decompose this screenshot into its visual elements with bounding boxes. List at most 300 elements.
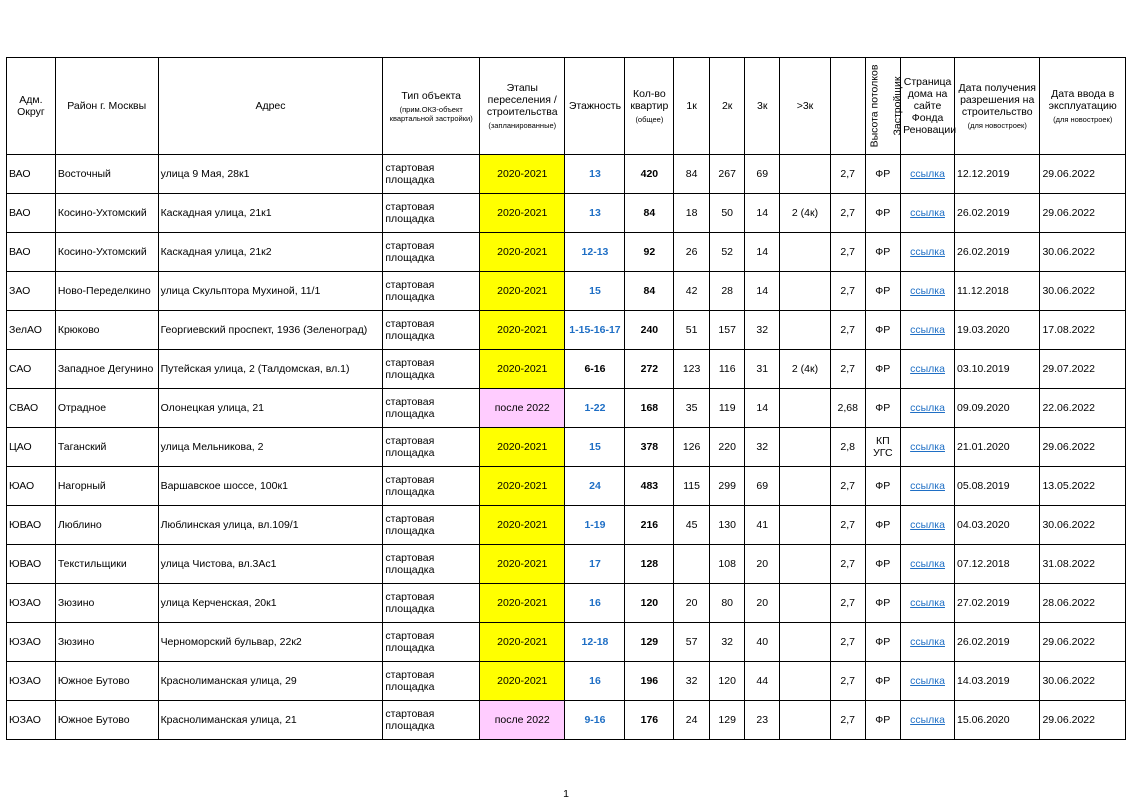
cell-address: [158, 155, 383, 194]
cell-floors: [565, 311, 625, 350]
cell-k2-text: 108: [718, 558, 736, 570]
cell-okrug-text: ЮЗАО: [9, 636, 41, 648]
cell-address: [158, 350, 383, 389]
cell-address: [158, 311, 383, 350]
cell-stage-text: 2020-2021: [497, 441, 548, 453]
cell-floors-text: 1-15-16-17: [569, 324, 621, 336]
fund-page-link[interactable]: ссылка: [910, 480, 945, 492]
cell-commission-date-text: 22.06.2022: [1042, 402, 1095, 414]
cell-district-text: Южное Бутово: [57, 714, 130, 726]
cell-address-text: улица 9 Мая, 28к1: [160, 168, 250, 180]
cell-apartments: [625, 662, 674, 701]
cell-permit-date: [955, 350, 1040, 389]
cell-okrug-text: СВАО: [9, 402, 39, 414]
cell-k1-text: 20: [685, 597, 698, 609]
page-number: 1: [563, 788, 569, 800]
cell-developer: [865, 194, 901, 233]
header-address: [158, 58, 383, 155]
cell-commission-date: [1040, 506, 1126, 545]
cell-okrug-text: САО: [9, 363, 32, 375]
cell-permit-date: [955, 545, 1040, 584]
cell-k2-text: 50: [721, 207, 734, 219]
header-okrug: [7, 58, 56, 155]
cell-k3: [745, 272, 780, 311]
cell-type: [383, 194, 480, 233]
cell-k1: [674, 194, 710, 233]
cell-k3-text: 32: [756, 441, 769, 453]
cell-floors-text: 13: [589, 168, 601, 180]
cell-stage: [480, 584, 565, 623]
cell-apartments: [625, 311, 674, 350]
cell-developer-text: ФР: [875, 402, 891, 414]
fund-page-link[interactable]: ссылка: [910, 246, 945, 258]
cell-k2: [709, 155, 745, 194]
cell-apartments: [625, 701, 674, 740]
cell-k1-text: 26: [685, 246, 698, 258]
cell-k1: [674, 545, 710, 584]
cell-commission-date: [1040, 350, 1126, 389]
cell-okrug-text: ЮВАО: [9, 558, 42, 570]
header-stages: [480, 58, 565, 155]
cell-fund-page: [901, 467, 955, 506]
cell-k3-text: 14: [756, 402, 769, 414]
cell-commission-date-text: 29.06.2022: [1042, 636, 1095, 648]
cell-stage: [480, 194, 565, 233]
cell-address-text: Черноморский бульвар, 22к2: [160, 636, 302, 648]
cell-ceiling-text: 2,7: [840, 168, 856, 180]
cell-floors-text: 9-16: [584, 714, 606, 726]
header-k1: [674, 58, 710, 155]
cell-stage: [480, 701, 565, 740]
cell-address-text: Путейская улица, 2 (Талдомская, вл.1): [160, 363, 350, 375]
cell-district: [55, 584, 158, 623]
cell-stage-text: 2020-2021: [497, 168, 548, 180]
cell-stage: [480, 467, 565, 506]
cell-district-text: Зюзино: [57, 597, 95, 609]
cell-ceiling-text: 2,7: [840, 636, 856, 648]
cell-floors: [565, 155, 625, 194]
cell-k2: [709, 311, 745, 350]
header-developer-label: Застройщик: [890, 76, 903, 136]
cell-permit-date: [955, 506, 1040, 545]
cell-k3: [745, 428, 780, 467]
cell-floors-text: 16: [589, 597, 601, 609]
cell-commission-date: [1040, 545, 1126, 584]
cell-k2-text: 129: [718, 714, 736, 726]
cell-apartments-text: 240: [640, 324, 659, 336]
cell-k1-text: 51: [685, 324, 698, 336]
cell-floors: [565, 545, 625, 584]
cell-stage-text: 2020-2021: [497, 363, 548, 375]
header-fund-page: [901, 58, 955, 155]
cell-ceiling: [830, 272, 865, 311]
cell-k3plus: [780, 194, 831, 233]
fund-page-link[interactable]: ссылка: [910, 402, 945, 414]
cell-commission-date-text: 29.07.2022: [1042, 363, 1095, 375]
cell-address-text: улица Мельникова, 2: [160, 441, 264, 453]
cell-ceiling-text: 2,68: [837, 402, 858, 414]
header-stages-note: (запланированные): [488, 121, 557, 130]
cell-type-text: стартовая площадка: [385, 318, 435, 342]
cell-okrug: [7, 506, 56, 545]
cell-ceiling-text: 2,7: [840, 480, 856, 492]
fund-page-link[interactable]: ссылка: [910, 675, 945, 687]
header-floors-label: Этажность: [568, 100, 622, 112]
cell-commission-date: [1040, 155, 1126, 194]
cell-developer-text: ФР: [875, 480, 891, 492]
header-apartments: [625, 58, 674, 155]
cell-district-text: Текстильщики: [57, 558, 127, 570]
cell-type-text: стартовая площадка: [385, 474, 435, 498]
cell-developer-text: ФР: [875, 558, 891, 570]
cell-apartments-text: 216: [640, 519, 659, 531]
cell-commission-date-text: 30.06.2022: [1042, 519, 1095, 531]
cell-apartments: [625, 233, 674, 272]
fund-page-link[interactable]: ссылка: [910, 714, 945, 726]
cell-ceiling: [830, 623, 865, 662]
cell-k1: [674, 467, 710, 506]
cell-permit-date-text: 09.09.2020: [957, 402, 1010, 414]
cell-apartments-text: 84: [643, 285, 656, 297]
cell-ceiling-text: 2,7: [840, 597, 856, 609]
cell-stage-text: 2020-2021: [497, 519, 548, 531]
cell-okrug-text: ВАО: [9, 207, 31, 219]
cell-district: [55, 311, 158, 350]
cell-commission-date: [1040, 311, 1126, 350]
cell-address: [158, 467, 383, 506]
header-k3-label: 3к: [757, 100, 768, 112]
cell-k3plus: [780, 584, 831, 623]
cell-k2-text: 299: [718, 480, 736, 492]
fund-page-link[interactable]: ссылка: [910, 168, 945, 180]
cell-floors: [565, 272, 625, 311]
header-k3: [745, 58, 780, 155]
fund-page-link[interactable]: ссылка: [910, 324, 945, 336]
cell-address-text: улица Чистова, вл.3Ас1: [160, 558, 277, 570]
cell-k1: [674, 350, 710, 389]
cell-okrug-text: ВАО: [9, 168, 31, 180]
cell-fund-page: [901, 389, 955, 428]
cell-permit-date-text: 15.06.2020: [957, 714, 1010, 726]
cell-developer-text: ФР: [875, 207, 891, 219]
fund-page-link[interactable]: ссылка: [910, 363, 945, 375]
header-k2-label: 2к: [721, 100, 733, 112]
table-body: [7, 155, 1126, 740]
cell-k3: [745, 311, 780, 350]
cell-fund-page: [901, 662, 955, 701]
cell-type: [383, 155, 480, 194]
cell-address-text: улица Скульптора Мухиной, 11/1: [160, 285, 321, 297]
cell-stage: [480, 389, 565, 428]
cell-address-text: Варшавское шоссе, 100к1: [160, 480, 288, 492]
cell-permit-date-text: 05.08.2019: [957, 480, 1010, 492]
cell-floors-text: 15: [589, 285, 601, 297]
cell-stage-text: 2020-2021: [497, 558, 548, 570]
cell-apartments: [625, 350, 674, 389]
cell-k3plus: [780, 701, 831, 740]
fund-page-link[interactable]: ссылка: [910, 597, 945, 609]
cell-developer-text: ФР: [875, 285, 891, 297]
cell-developer-text: ФР: [875, 246, 891, 258]
header-permit: [955, 58, 1040, 155]
cell-commission-date: [1040, 389, 1126, 428]
cell-type-text: стартовая площадка: [385, 591, 435, 615]
cell-k2-text: 80: [721, 597, 734, 609]
cell-floors-text: 1-22: [584, 402, 606, 414]
cell-commission-date: [1040, 701, 1126, 740]
cell-k1-text: 115: [683, 480, 700, 492]
cell-fund-page: [901, 701, 955, 740]
cell-address: [158, 701, 383, 740]
fund-page-link[interactable]: ссылка: [910, 285, 945, 297]
cell-floors: [565, 584, 625, 623]
cell-k1: [674, 428, 710, 467]
cell-stage: [480, 623, 565, 662]
fund-page-link[interactable]: ссылка: [910, 207, 945, 219]
cell-k1-text: 57: [685, 636, 698, 648]
cell-k3: [745, 350, 780, 389]
cell-apartments: [625, 389, 674, 428]
fund-page-link[interactable]: ссылка: [910, 636, 945, 648]
cell-type-text: стартовая площадка: [385, 396, 435, 420]
cell-apartments-text: 378: [640, 441, 659, 453]
cell-type: [383, 233, 480, 272]
cell-ceiling-text: 2,7: [840, 519, 856, 531]
cell-developer: [865, 623, 901, 662]
cell-okrug-text: ЮАО: [9, 480, 35, 492]
cell-district-text: Восточный: [57, 168, 111, 180]
cell-okrug-text: ЮВАО: [9, 519, 42, 531]
cell-floors: [565, 662, 625, 701]
header-district-label: Район г. Москвы: [67, 100, 147, 112]
cell-stage: [480, 506, 565, 545]
cell-stage: [480, 428, 565, 467]
cell-commission-date: [1040, 233, 1126, 272]
header-k2: [709, 58, 745, 155]
cell-k3plus: [780, 155, 831, 194]
header-address-label: Адрес: [255, 100, 286, 112]
cell-stage-text: 2020-2021: [497, 636, 548, 648]
cell-okrug: [7, 194, 56, 233]
cell-k2: [709, 545, 745, 584]
cell-apartments: [625, 506, 674, 545]
cell-ceiling: [830, 311, 865, 350]
cell-apartments: [625, 428, 674, 467]
cell-type: [383, 350, 480, 389]
fund-page-link[interactable]: ссылка: [910, 441, 945, 453]
cell-okrug: [7, 272, 56, 311]
cell-commission-date-text: 29.06.2022: [1042, 714, 1095, 726]
cell-floors-text: 17: [589, 558, 601, 570]
cell-stage-text: 2020-2021: [497, 324, 548, 336]
cell-stage: [480, 155, 565, 194]
cell-ceiling: [830, 194, 865, 233]
cell-ceiling-text: 2,7: [840, 675, 856, 687]
cell-stage-text: 2020-2021: [497, 675, 548, 687]
cell-ceiling: [830, 545, 865, 584]
cell-k2-text: 28: [721, 285, 734, 297]
cell-okrug-text: ВАО: [9, 246, 31, 258]
table-row: [7, 701, 1126, 740]
cell-apartments-text: 196: [640, 675, 659, 687]
cell-developer: [865, 350, 901, 389]
cell-k2-text: 52: [721, 246, 734, 258]
cell-k3-text: 69: [756, 480, 769, 492]
cell-address-text: Краснолиманская улица, 21: [160, 714, 297, 726]
cell-type: [383, 623, 480, 662]
cell-k3plus: [780, 545, 831, 584]
cell-k2: [709, 467, 745, 506]
cell-address: [158, 545, 383, 584]
cell-address: [158, 623, 383, 662]
cell-commission-date-text: 29.06.2022: [1042, 168, 1095, 180]
cell-developer-text: КП УГС: [873, 435, 893, 459]
cell-floors-text: 1-19: [584, 519, 606, 531]
header-permit-note: (для новостроек): [967, 121, 1027, 130]
table-row: [7, 584, 1126, 623]
cell-k2-text: 267: [718, 168, 736, 180]
header-type-label: Тип объекта: [401, 89, 461, 102]
cell-k1: [674, 311, 710, 350]
cell-commission-date-text: 28.06.2022: [1042, 597, 1095, 609]
cell-okrug: [7, 155, 56, 194]
cell-stage-text: после 2022: [494, 402, 550, 414]
cell-district: [55, 662, 158, 701]
cell-floors: [565, 194, 625, 233]
cell-stage-text: 2020-2021: [497, 597, 548, 609]
cell-stage: [480, 233, 565, 272]
cell-district: [55, 272, 158, 311]
cell-commission-date: [1040, 272, 1126, 311]
cell-apartments-text: 120: [640, 597, 659, 609]
cell-k1-text: 84: [685, 168, 698, 180]
cell-k3: [745, 662, 780, 701]
cell-k3: [745, 155, 780, 194]
cell-k3-text: 69: [756, 168, 769, 180]
cell-type: [383, 428, 480, 467]
cell-k3: [745, 467, 780, 506]
cell-permit-date: [955, 194, 1040, 233]
cell-ceiling-text: 2,7: [840, 324, 856, 336]
cell-k3plus-text: 2 (4к): [791, 363, 819, 375]
cell-district: [55, 506, 158, 545]
cell-apartments: [625, 194, 674, 233]
cell-k3-text: 23: [756, 714, 769, 726]
cell-permit-date-text: 04.03.2020: [957, 519, 1010, 531]
cell-k1-text: 18: [685, 207, 698, 219]
cell-k3plus: [780, 428, 831, 467]
fund-page-link[interactable]: ссылка: [910, 519, 945, 531]
cell-ceiling-text: 2,7: [840, 714, 856, 726]
cell-ceiling-text: 2,7: [840, 558, 856, 570]
cell-permit-date-text: 26.02.2019: [957, 636, 1010, 648]
cell-permit-date-text: 19.03.2020: [957, 324, 1010, 336]
header-k3plus-label: >3к: [796, 100, 814, 112]
cell-permit-date-text: 12.12.2019: [957, 168, 1010, 180]
header-apartments-label: Кол-во квартир: [630, 88, 669, 112]
cell-fund-page: [901, 545, 955, 584]
cell-okrug: [7, 545, 56, 584]
cell-k3plus: [780, 662, 831, 701]
cell-ceiling-text: 2,7: [840, 207, 856, 219]
cell-k1: [674, 233, 710, 272]
cell-commission-date: [1040, 662, 1126, 701]
cell-fund-page: [901, 233, 955, 272]
cell-k3-text: 32: [756, 324, 769, 336]
cell-commission-date: [1040, 428, 1126, 467]
cell-fund-page: [901, 311, 955, 350]
cell-stage: [480, 662, 565, 701]
cell-k3: [745, 623, 780, 662]
cell-k2: [709, 662, 745, 701]
cell-k3plus: [780, 350, 831, 389]
cell-apartments: [625, 545, 674, 584]
cell-type-text: стартовая площадка: [385, 552, 435, 576]
cell-ceiling: [830, 428, 865, 467]
cell-k2-text: 116: [718, 363, 736, 375]
cell-okrug: [7, 467, 56, 506]
cell-developer: [865, 467, 901, 506]
cell-okrug: [7, 662, 56, 701]
cell-ceiling: [830, 155, 865, 194]
cell-k1: [674, 584, 710, 623]
cell-ceiling-text: 2,7: [840, 363, 856, 375]
cell-address: [158, 194, 383, 233]
cell-k3-text: 41: [756, 519, 769, 531]
cell-apartments: [625, 272, 674, 311]
cell-fund-page: [901, 584, 955, 623]
fund-page-link[interactable]: ссылка: [910, 558, 945, 570]
cell-type: [383, 662, 480, 701]
cell-k3plus: [780, 467, 831, 506]
cell-okrug: [7, 428, 56, 467]
cell-developer: [865, 662, 901, 701]
cell-district-text: Зюзино: [57, 636, 95, 648]
cell-okrug-text: ЮЗАО: [9, 675, 41, 687]
header-k3plus: [780, 58, 831, 155]
cell-address: [158, 506, 383, 545]
cell-district: [55, 389, 158, 428]
cell-address-text: Каскадная улица, 21к1: [160, 207, 272, 219]
cell-type: [383, 311, 480, 350]
cell-permit-date: [955, 155, 1040, 194]
cell-district-text: Ново-Переделкино: [57, 285, 151, 297]
cell-okrug-text: ЗелАО: [9, 324, 42, 336]
cell-ceiling: [830, 701, 865, 740]
cell-permit-date: [955, 584, 1040, 623]
cell-stage-text: 2020-2021: [497, 246, 548, 258]
cell-floors: [565, 233, 625, 272]
cell-floors-text: 24: [589, 480, 601, 492]
cell-developer: [865, 389, 901, 428]
cell-type: [383, 467, 480, 506]
cell-floors: [565, 467, 625, 506]
cell-okrug: [7, 389, 56, 428]
table-row: [7, 506, 1126, 545]
cell-developer: [865, 272, 901, 311]
cell-k1-text: 32: [685, 675, 698, 687]
cell-address-text: улица Керченская, 20к1: [160, 597, 277, 609]
cell-district: [55, 350, 158, 389]
cell-district: [55, 545, 158, 584]
cell-ceiling: [830, 350, 865, 389]
renovation-table: [6, 57, 1126, 740]
cell-k2: [709, 233, 745, 272]
cell-ceiling: [830, 389, 865, 428]
cell-stage-text: после 2022: [494, 714, 550, 726]
cell-commission-date: [1040, 623, 1126, 662]
cell-address-text: Краснолиманская улица, 29: [160, 675, 297, 687]
